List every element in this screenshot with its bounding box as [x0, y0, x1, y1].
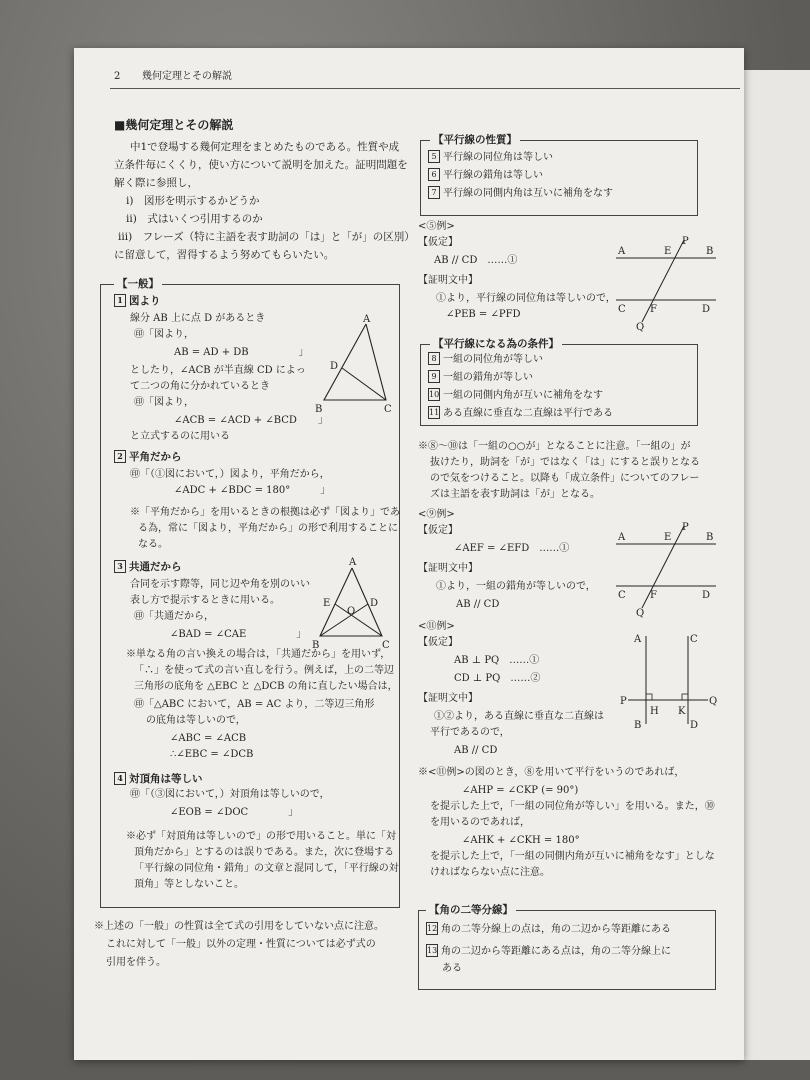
item-line: ∠ADC + ∠BDC = 180° 」: [174, 485, 331, 496]
theorem-item: 8 一組の同位角が等しい: [428, 352, 543, 367]
item-line: 「平行線の同位角・錯角」の文章と混同して，「平行線の対: [134, 863, 399, 874]
intro-line: ii) 式はいくつ引用するのか: [126, 213, 263, 225]
parallel-lines-diagram: [614, 522, 722, 618]
cond-note-line: ※⑧〜⑩は「一組の○○が」となることに注意。「一組の」が: [418, 441, 691, 452]
example-heading: <⑨例>: [418, 509, 455, 520]
ex11-note-line: を提示した上で，「一組の同側内角が互いに補角をなす」としな: [430, 851, 715, 862]
svg-text:A: A: [634, 634, 642, 645]
item-line: としたり，∠ACB が半直線 CD によっ: [130, 365, 306, 376]
theorem-item-continued: ある: [442, 963, 462, 974]
example-assume: 【仮定】: [418, 525, 458, 536]
item-line: 「∴」を使って式の言い直しを行う。例えば，上の二等辺: [134, 665, 394, 676]
item-line: ㊞「図より，: [134, 329, 194, 340]
item-line: ∴∠EBC = ∠DCB: [170, 749, 254, 760]
example-heading: <⑤例>: [418, 221, 455, 232]
item-heading: 1 図より: [114, 294, 161, 308]
item-line: ※単なる角の言い換えの場合は，「共通だから」を用いず，: [126, 649, 391, 660]
item-line: 線分 AB 上に点 D があるとき: [130, 313, 266, 324]
item-line: 合同を示す際等，同じ辺や角を別のいい: [130, 579, 310, 590]
isosceles-triangle-diagram: [310, 554, 400, 650]
document-page: [74, 48, 744, 1060]
diagram-label: C: [384, 404, 392, 415]
svg-text:A: A: [618, 532, 626, 543]
example-line: AB // CD ……①: [434, 255, 518, 266]
theorem-item: 13 角の二辺から等距離にある点は，角の二等分線上に: [427, 946, 671, 957]
item-line: て二つの角に分かれているとき: [130, 381, 270, 392]
item-heading: 3 共通だから: [114, 560, 182, 574]
item-line: 頂角」等としないこと。: [134, 879, 244, 890]
svg-text:P: P: [620, 696, 627, 707]
item-number: 4: [114, 772, 126, 785]
ex11-note-line: を提示した上で，「一組の同位角が等しい」を用いる。また，⑩: [430, 801, 715, 812]
item-heading: 4 対頂角は等しい: [114, 772, 203, 786]
svg-text:F: F: [650, 590, 657, 601]
bisector-title: 【角の二等分線】: [426, 902, 516, 917]
cond-note-line: ズは主語を表す助詞は「が」となる。: [430, 489, 600, 500]
example-line: 平行であるので，: [430, 727, 510, 738]
item-line: ㊞「図より，: [134, 397, 194, 408]
general-note-line: ※上述の「一般」の性質は全て式の引用をしていない点に注意。: [94, 921, 384, 932]
diagram-label: A: [349, 557, 357, 568]
diagram-label: E: [323, 598, 331, 609]
example-assume: 【仮定】: [418, 637, 458, 648]
theorem-item: 12 角の二等分線上の点は，角の二辺から等距離にある: [427, 924, 671, 935]
example-assume: 【仮定】: [418, 237, 458, 248]
diagram-label: D: [330, 361, 339, 372]
item-line: ㊞「（③図において，）対頂角は等しいので，: [130, 789, 330, 800]
diagram-label: A: [363, 314, 371, 325]
svg-text:P: P: [682, 236, 689, 247]
general-box-title: 【一般】: [114, 276, 162, 291]
item-line: と立式するのに用いる: [130, 431, 230, 442]
svg-text:B: B: [706, 246, 714, 257]
example-proof: 【証明文中】: [418, 693, 478, 704]
item-line: ∠ABC = ∠ACB: [170, 733, 247, 744]
svg-text:D: D: [702, 590, 711, 601]
item-line: ㊞「共通だから，: [134, 611, 214, 622]
svg-text:P: P: [682, 522, 689, 533]
example-line: CD ⊥ PQ ……②: [454, 673, 541, 684]
svg-text:D: D: [702, 304, 711, 315]
item-number: 3: [114, 560, 126, 573]
intro-line: 中1で登場する幾何定理をまとめたものである。性質や成: [130, 141, 400, 153]
svg-text:B: B: [706, 532, 714, 543]
item-line: の底角は等しいので，: [146, 715, 246, 726]
header-rule: [110, 88, 740, 89]
item-line: なる。: [138, 539, 168, 550]
ex11-note-line: ※<⑪例>の図のとき，⑧を用いて平行をいうのであれば，: [418, 767, 685, 778]
diagram-label: B: [312, 640, 320, 650]
item-line: ㊞「（①図において，）図より，平角だから，: [130, 469, 330, 480]
item-line: 三角形の底角を △EBC と △DCB の角に直したい場合は，: [134, 681, 398, 692]
cond-note-line: ので気をつけること。以降も「成立条件」についてのフレー: [430, 473, 700, 484]
example-line: AB // CD: [456, 599, 500, 610]
intro-line: に留意して，習得するよう努めてもらいたい。: [114, 249, 335, 261]
example-line: AB // CD: [454, 745, 498, 756]
item-line: ∠ACB = ∠ACD + ∠BCD: [174, 415, 297, 426]
diagram-label: B: [315, 404, 323, 415]
example-heading: <⑪例>: [418, 621, 455, 632]
perpendicular-lines-diagram: [620, 628, 720, 732]
svg-text:D: D: [690, 720, 699, 731]
item-number: 1: [114, 294, 126, 307]
parallel-conds-title: 【平行線になる為の条件】: [430, 336, 562, 351]
example-line: ①より，平行線の同位角は等しいので，: [436, 293, 616, 304]
svg-text:C: C: [690, 634, 698, 645]
example-line: AB ⊥ PQ ……①: [454, 655, 540, 666]
item-line: 表し方で提示するときに用いる。: [130, 595, 280, 606]
theorem-item: 11 ある直線に垂直な二直線は平行である: [429, 408, 613, 419]
intro-line: i) 図形を明示するかどうか: [126, 195, 260, 207]
item-number: 2: [114, 450, 126, 463]
theorem-item: 7 平行線の同側内角は互いに補角をなす: [428, 186, 613, 201]
svg-text:E: E: [664, 246, 672, 257]
theorem-item: 10 一組の同側内角が互いに補角をなす: [429, 390, 603, 401]
ex11-note-line: を用いるのであれば，: [430, 817, 530, 828]
item-line: AB = AD + DB 」: [174, 347, 309, 358]
theorem-item: 6 平行線の錯角は等しい: [428, 168, 543, 183]
intro-line: 立条件毎にくくり，使い方について説明を加えた。証明問題を: [114, 159, 408, 171]
example-line: ①より，一組の錯角が等しいので，: [436, 581, 596, 592]
svg-text:C: C: [618, 304, 626, 315]
next-page-edge: [736, 70, 810, 1060]
item-line: る為，常に「図より，平角だから」の形で利用することに: [138, 523, 398, 534]
item-heading: 2 平角だから: [114, 450, 182, 464]
intro-line: iii) フレーズ（特に主語を表す助詞の「は」と「が」の区別）: [118, 231, 415, 243]
theorem-item: 5 平行線の同位角は等しい: [428, 150, 553, 165]
svg-text:A: A: [618, 246, 626, 257]
item-line: ∠BAD = ∠CAE 」: [170, 629, 307, 640]
svg-text:H: H: [650, 706, 659, 717]
svg-text:K: K: [678, 706, 686, 717]
diagram-label: D: [370, 598, 379, 609]
item-line: 頂角だから」とするのは誤りである。また，次に登場する: [134, 847, 394, 858]
svg-text:Q: Q: [636, 608, 645, 618]
diagram-label: C: [382, 640, 390, 650]
svg-text:B: B: [634, 720, 642, 731]
ex11-note-line: ∠AHK + ∠CKH = 180°: [462, 835, 580, 846]
svg-text:C: C: [618, 590, 626, 601]
svg-text:Q: Q: [636, 322, 645, 332]
example-line: ∠PEB = ∠PFD: [446, 309, 521, 320]
section-title: ■幾何定理とその解説: [114, 118, 234, 132]
page-number: 2: [114, 71, 121, 82]
item-line: ※「平角だから」を用いるときの根拠は必ず「図より」であ: [130, 507, 400, 518]
item-line: ∠EOB = ∠DOC 」: [170, 807, 299, 818]
example-proof: 【証明文中】: [418, 275, 478, 286]
item-line: 」: [318, 415, 328, 426]
ex11-note-line: ∠AHP = ∠CKP (= 90°): [462, 785, 579, 796]
item-line: ※必ず「対頂角は等しいので」の形で用いること。単に「対: [126, 831, 396, 842]
svg-text:E: E: [664, 532, 672, 543]
theorem-item: 9 一組の錯角が等しい: [428, 370, 533, 385]
general-note-line: 引用を伴う。: [106, 957, 166, 968]
ex11-note-line: ければならない点に注意。: [430, 867, 550, 878]
parallel-props-title: 【平行線の性質】: [430, 132, 520, 147]
diagram-label: O: [347, 606, 356, 617]
cond-note-line: 抜けたり，助詞を「が」ではなく「は」にすると誤りとなる: [430, 457, 700, 468]
example-proof: 【証明文中】: [418, 563, 478, 574]
running-title: 幾何定理とその解説: [142, 71, 232, 82]
svg-text:F: F: [650, 304, 657, 315]
triangle-diagram: [310, 312, 400, 422]
intro-line: 解く際に参照し，: [114, 177, 198, 189]
example-line: ∠AEF = ∠EFD ……①: [454, 543, 570, 554]
parallel-lines-diagram: [614, 236, 722, 332]
example-line: ①②より，ある直線に垂直な二直線は: [434, 711, 604, 722]
svg-text:Q: Q: [709, 696, 718, 707]
general-note-line: これに対して「一般」以外の定理・性質については必ず式の: [106, 939, 376, 950]
item-line: ㊞「△ABC において，AB = AC より，二等辺三角形: [134, 699, 375, 710]
